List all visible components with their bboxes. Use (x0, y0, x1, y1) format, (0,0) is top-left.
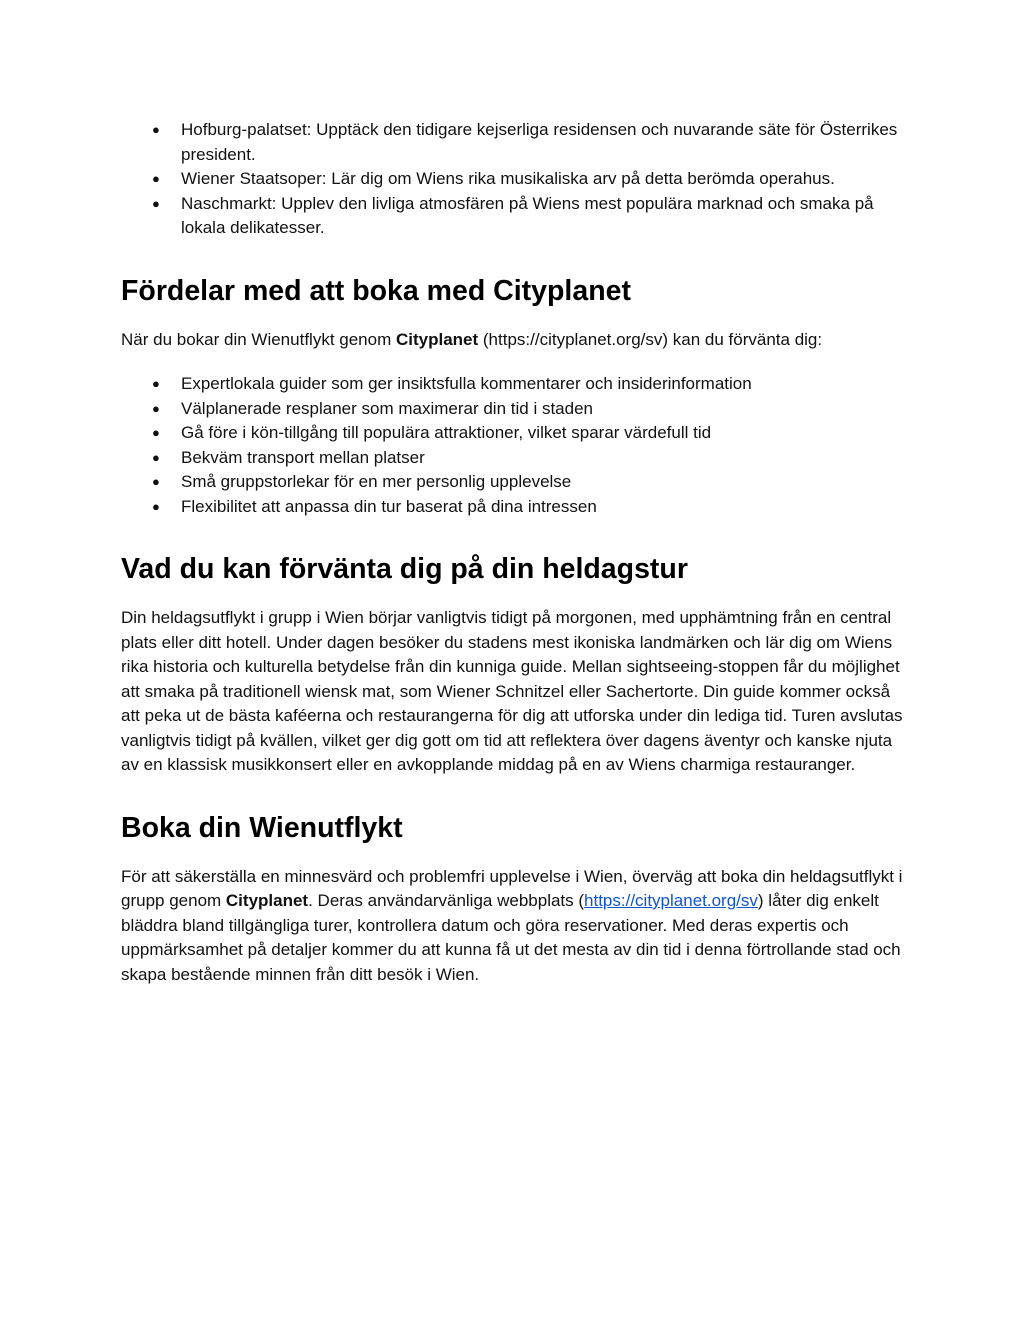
list-item-text: Hofburg-palatset: Upptäck den tidigare kejserliga residensen och nuvarande säte för Österrikes president. (181, 120, 898, 164)
list-item-text: Flexibilitet att anpassa din tur baserat på dina intressen (181, 496, 597, 516)
list-item (121, 495, 906, 520)
list-item-text: Välplanerade resplaner som maximerar din tid i staden (181, 398, 593, 418)
list-item-text: Bekväm transport mellan platser (181, 447, 425, 467)
brand-name: Cityplanet (395, 329, 479, 349)
list-item (121, 470, 906, 495)
cityplanet-link[interactable]: https://cityplanet.org/sv (584, 891, 758, 910)
bullet-icon: ● (152, 400, 160, 416)
bullet-icon: ● (152, 195, 160, 211)
bullet-icon: ● (152, 171, 160, 186)
list-item (121, 372, 906, 397)
list-item (121, 397, 906, 422)
list-item (121, 167, 906, 192)
section-heading-expectations: Vad du kan förvänta dig på din heldagstur (121, 553, 688, 585)
bullet-icon: ● (152, 122, 160, 137)
document-page (121, 118, 906, 987)
list-item-text: Wiener Staatsoper: Lär dig om Wiens rika musikaliska arv på detta berömda operahus. (181, 169, 835, 188)
list-item-text: Expertlokala guider som ger insiktsfulla kommentarer och insiderinformation (181, 374, 752, 393)
list-item (121, 118, 906, 167)
bullet-icon: ● (152, 474, 160, 489)
brand-name: Cityplanet (225, 891, 309, 910)
list-item (121, 446, 906, 471)
list-item-text: Gå före i kön-tillgång till populära attraktioner, vilket sparar värdefull tid (181, 423, 712, 442)
expectations-paragraph: Din heldagsutflykt i grupp i Wien börjar vanligtvis tidigt på morgonen, med upphämtning från en central plats eller ditt hotell. Under dagen besöker du stadens mest ikoniska landmärken och lär dig om Wiens rika historia och kulturella betydelse från din kunniga guide. Mellan sightseeing-stoppen får du möjlighet att smaka på traditionell wiensk mat, som Wiener Schnitzel eller Sachertorte. Din guide kommer också att peka ut de bästa kaféerna och restaurangerna för dig att utforska under din lediga tid. Turen avslutas vanligtvis tidigt på kvällen, vilket ger dig gott om tid att reflektera över dagens äventyr och kanske njuta av en klassisk musikkonsert eller en avkopplande middag på en av Wiens charmiga restauranger. (121, 608, 903, 774)
list-item (121, 192, 906, 241)
bullet-icon: ● (152, 498, 160, 514)
bullet-icon: ● (152, 449, 160, 465)
section-heading-booking: Boka din Wienutflykt (121, 811, 403, 844)
benefits-intro-paragraph: När du bokar din Wienutflykt genom Cityplanet (https://cityplanet.org/sv) kan du förvänta dig: (121, 329, 823, 349)
attractions-list (121, 118, 906, 241)
bullet-icon: ● (152, 376, 160, 391)
benefits-list (121, 372, 906, 519)
section-heading-benefits: Fördelar med att boka med Cityplanet (121, 274, 631, 307)
bullet-icon: ● (152, 425, 160, 440)
list-item-text: Naschmarkt: Upplev den livliga atmosfären på Wiens mest populära marknad och smaka på lokala delikatesser. (181, 193, 874, 237)
booking-paragraph: För att säkerställa en minnesvärd och problemfri upplevelse i Wien, överväg att boka din heldagsutflykt i grupp genom Cityplanet. Deras användarvänliga webbplats (https://cityplanet.org/sv) låter dig enkelt bläddra bland tillgängliga turer, kontrollera datum och göra reservationer. Med deras expertis och uppmärksamhet på detaljer kommer du att kunna få ut det mesta av din tid i denna förtrollande stad och skapa bestående minnen från ditt besök i Wien. (121, 866, 903, 984)
list-item (121, 421, 906, 446)
list-item-text: Små gruppstorlekar för en mer personlig upplevelse (181, 472, 572, 491)
